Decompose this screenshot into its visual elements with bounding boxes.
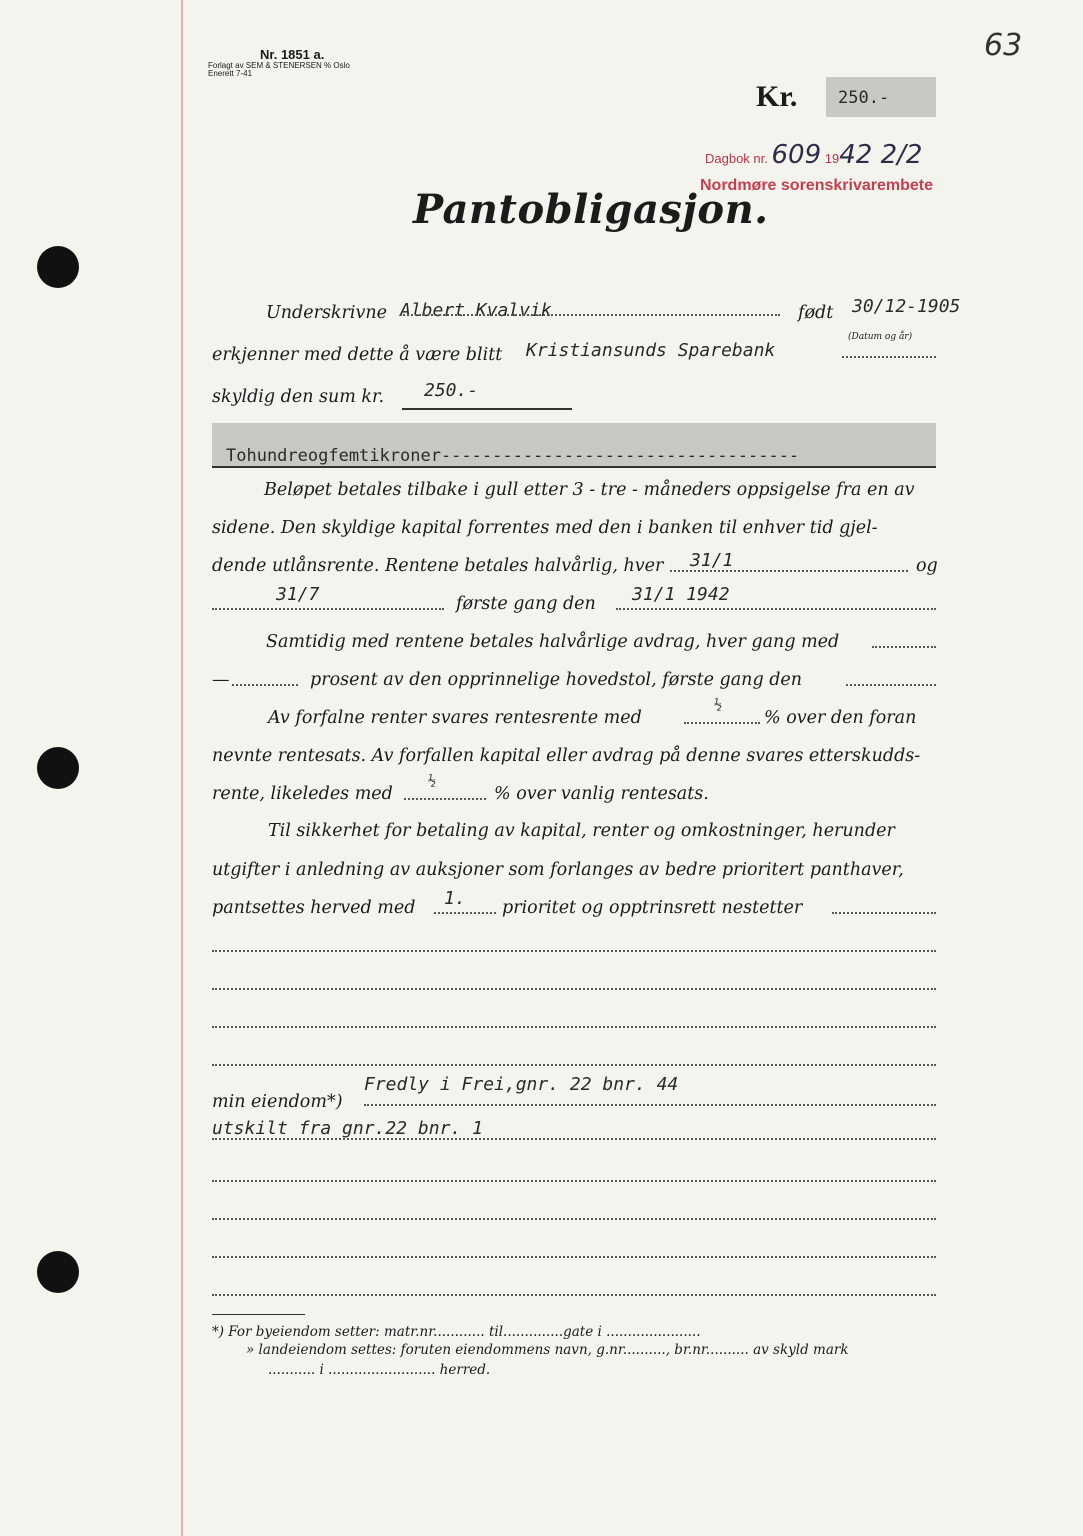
paragraph-text: og bbox=[916, 556, 938, 576]
property-value-2: utskilt fra gnr.22 bnr. 1 bbox=[212, 1118, 483, 1139]
overdue-interest-line bbox=[268, 698, 936, 728]
blank-line bbox=[212, 1198, 936, 1220]
office-stamp: Nordmøre sorenskrivarembete bbox=[700, 177, 933, 194]
form-copyright: Enerett 7-41 bbox=[208, 69, 253, 79]
dagbok-label: Dagbok nr. bbox=[705, 151, 768, 166]
undersigned-label: Underskrivne bbox=[266, 303, 388, 323]
paragraph-line: nevnte rentesats. Av forfallen kapital eller avdrag på denne svares etterskudds- bbox=[212, 746, 921, 766]
paragraph-line: Beløpet betales tilbake i gull etter 3 - tre - måneders oppsigelse fra en av bbox=[264, 480, 915, 500]
installments-line bbox=[266, 632, 936, 652]
paragraph-line: sidene. Den skyldige kapital forrentes med den i banken til enhver tid gjel- bbox=[212, 518, 878, 538]
punch-hole bbox=[37, 1251, 79, 1293]
blank-line bbox=[212, 1274, 936, 1296]
paragraph-text: Samtidig med rentene betales halvårlige avdrag, hver gang med bbox=[266, 632, 840, 652]
dagbok-number: 609 bbox=[771, 140, 822, 170]
paragraph-text: dende utlånsrente. Rentene betales halvårlig, hver bbox=[212, 556, 664, 576]
blank-line bbox=[212, 1236, 936, 1258]
paragraph-line: Til sikkerhet for betaling av kapital, renter og omkostninger, herunder bbox=[268, 821, 895, 841]
sum-value: 250.- bbox=[424, 380, 479, 401]
property-label: min eiendom*) bbox=[212, 1092, 343, 1112]
paragraph-text: rente, likeledes med bbox=[212, 784, 393, 804]
born-date: 30/12-1905 bbox=[852, 296, 961, 317]
paragraph-text: prosent av den opprinnelige hovedstol, første gang den bbox=[310, 670, 803, 690]
sum-label: skyldig den sum kr. bbox=[212, 387, 385, 407]
dash: — bbox=[212, 670, 230, 690]
paragraph-text: pantsettes herved med bbox=[212, 898, 416, 918]
paragraph-text: første gang den bbox=[456, 594, 596, 614]
overdue-capital-rate: ½ bbox=[428, 774, 436, 789]
page-number: 63 bbox=[984, 28, 1023, 63]
form-number-block bbox=[208, 48, 408, 78]
priority-line bbox=[212, 888, 936, 918]
interest-date-2: 31/7 bbox=[276, 584, 320, 605]
creditor-label: erkjenner med dette å være blitt bbox=[212, 345, 503, 365]
form-publisher: Forlagt av SEM & STENERSEN % Oslo bbox=[208, 60, 350, 70]
punch-hole bbox=[37, 246, 79, 288]
property-value: Fredly i Frei,gnr. 22 bnr. 44 bbox=[364, 1074, 679, 1095]
date-note: (Datum og år) bbox=[848, 332, 913, 342]
overdue-rate: ½ bbox=[714, 698, 722, 713]
form-number: Nr. 1851 a. bbox=[260, 47, 325, 62]
installments-line-2 bbox=[212, 670, 936, 690]
blank-line bbox=[212, 1044, 936, 1066]
footnote-line: ........... i ......................... herred. bbox=[268, 1362, 491, 1378]
blank-line bbox=[212, 968, 936, 990]
amount-words: Tohundreogfemtikroner----------------------------------- bbox=[226, 446, 800, 466]
year-prefix: 19 bbox=[824, 151, 840, 166]
dagbok-stamp bbox=[705, 140, 922, 170]
born-label: født bbox=[798, 303, 834, 323]
paragraph-line: utgifter i anledning av auksjoner som forlanges av bedre prioritert panthaver, bbox=[212, 860, 904, 880]
amount-words-rule bbox=[212, 466, 936, 468]
undersigned-name: Albert Kvalvik bbox=[400, 300, 552, 321]
paragraph-text: prioritet og opptrinsrett nestetter bbox=[502, 898, 803, 918]
creditor-name: Kristiansunds Sparebank bbox=[526, 340, 776, 361]
amount-label: Kr. bbox=[756, 80, 798, 113]
margin-line bbox=[181, 0, 183, 1536]
document-title: Pantobligasjon. bbox=[413, 186, 769, 233]
priority-value: 1. bbox=[444, 888, 466, 909]
blank-line bbox=[212, 1006, 936, 1028]
overdue-capital-line bbox=[212, 774, 936, 804]
footnote-rule bbox=[212, 1314, 305, 1315]
paragraph-text: % over vanlig rentesats. bbox=[494, 784, 709, 804]
interest-dates-line bbox=[212, 550, 938, 576]
dagbok-date: 42 2/2 bbox=[839, 140, 923, 170]
footnote-line: *) For byeiendom setter: matr.nr............ til..............gate i ...................... bbox=[212, 1324, 701, 1340]
blank-line bbox=[212, 1160, 936, 1182]
blank-line bbox=[212, 930, 936, 952]
amount-value: 250.- bbox=[838, 88, 890, 108]
paragraph-text: Av forfalne renter svares rentesrente med bbox=[268, 708, 642, 728]
punch-hole bbox=[37, 747, 79, 789]
interest-date-1: 31/1 bbox=[690, 550, 734, 571]
first-date: 31/1 1942 bbox=[632, 584, 730, 605]
paragraph-text: % over den foran bbox=[764, 708, 917, 728]
footnote-line: » landeiendom settes: foruten eiendommens navn, g.nr.........., br.nr.......... av skyld mark bbox=[246, 1342, 849, 1358]
